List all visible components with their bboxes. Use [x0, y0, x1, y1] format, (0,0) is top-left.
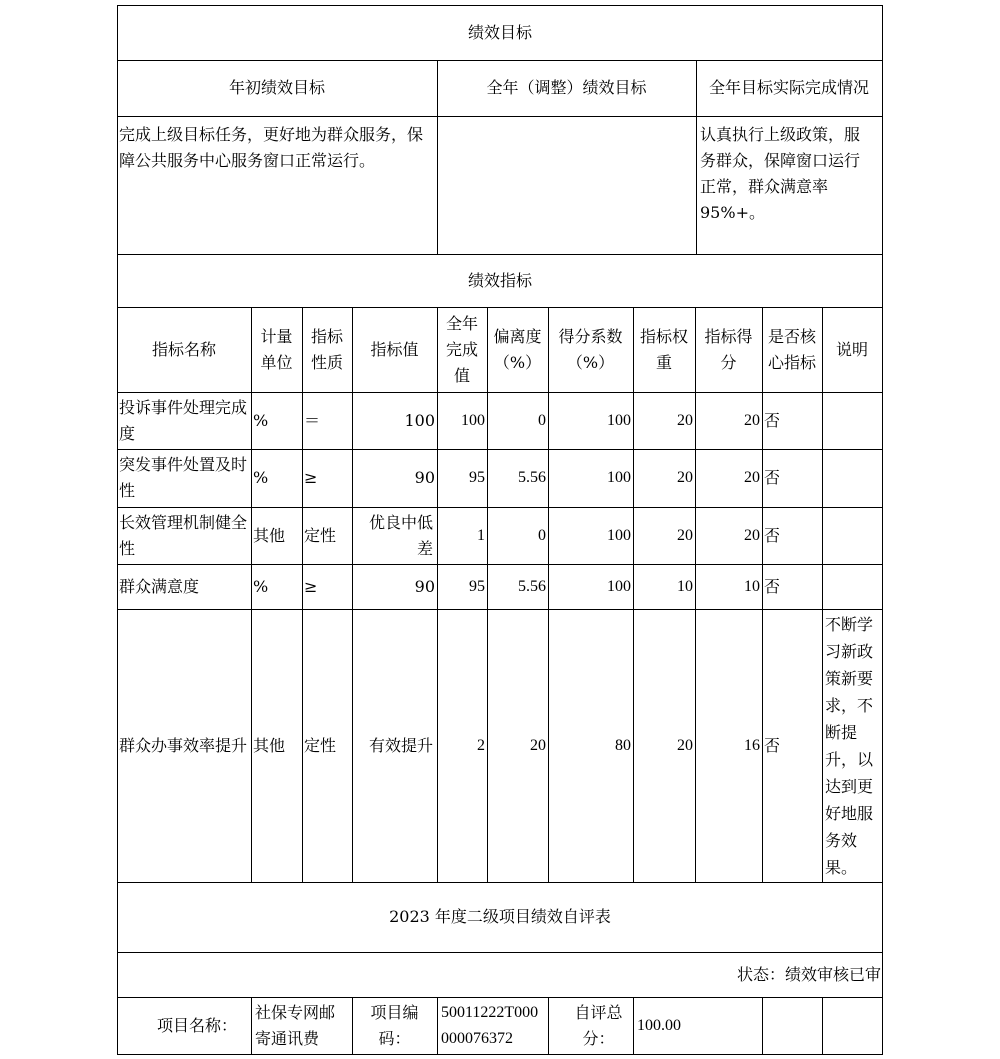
goals-section-title: 绩效目标: [467, 22, 532, 42]
indicator-coefficient: 100: [607, 577, 631, 595]
project-code-value: 50011222T000000076372: [441, 1003, 539, 1047]
indicators-section-title: 绩效指标: [467, 270, 532, 290]
indicator-target: 90: [414, 468, 435, 487]
indicator-core: 否: [764, 468, 781, 487]
indicator-actual: 95: [469, 469, 485, 486]
actual-completion-text: 认真执行上级政策，服务群众，保障窗口运行正常，群众满意率 95%+。: [700, 125, 861, 222]
indicator-coefficient: 100: [607, 469, 631, 486]
indicator-unit: 其他: [253, 735, 286, 755]
indicator-deviation: 5.56: [518, 469, 546, 486]
col-header-target: 指标值: [370, 339, 419, 359]
col-header-core: 是否核心指标: [767, 326, 816, 372]
col-header-unit: 计量单位: [260, 326, 293, 372]
indicator-core: 否: [764, 410, 781, 430]
indicator-core: 否: [764, 576, 781, 596]
indicator-name: 群众办事效率提升: [119, 735, 248, 755]
indicator-actual: 95: [469, 577, 485, 595]
indicator-unit: 其他: [253, 525, 286, 545]
col-header-actual: 全年完成值: [445, 313, 478, 385]
indicator-note: [822, 449, 882, 507]
indicator-deviation: 20: [530, 736, 546, 754]
indicator-deviation: 5.56: [518, 577, 546, 595]
indicator-score: 20: [744, 526, 760, 544]
indicator-nature: 定性: [304, 735, 337, 755]
indicator-actual: 1: [477, 526, 485, 544]
self-score-value: 100.00: [637, 1016, 681, 1034]
actual-completion-header: 全年目标实际完成情况: [708, 78, 869, 97]
indicator-name: 长效管理机制健全性: [119, 512, 248, 558]
indicator-actual: 2: [477, 736, 485, 754]
indicator-target: 90: [414, 576, 435, 596]
performance-evaluation-sheet: [117, 5, 883, 1055]
empty-cell: [762, 997, 822, 1054]
indicator-core: 否: [764, 735, 781, 755]
col-header-weight: 指标权重: [639, 326, 688, 372]
indicator-note: 不断学习新政策新要求，不断提升，以达到更好地服务效果。: [825, 615, 874, 877]
indicator-weight: 20: [677, 736, 693, 754]
indicator-coefficient: 100: [607, 526, 631, 544]
indicator-deviation: 0: [538, 411, 546, 429]
indicator-weight: 20: [677, 411, 693, 429]
indicator-note: [822, 564, 882, 609]
project-name-label: 项目名称：: [156, 1015, 237, 1035]
indicator-score: 16: [744, 736, 760, 754]
col-header-nature: 指标性质: [310, 326, 343, 372]
indicator-deviation: 0: [538, 526, 546, 544]
col-header-name: 指标名称: [151, 339, 216, 359]
initial-goal-header: 年初绩效目标: [228, 78, 325, 97]
indicator-unit: %: [253, 468, 269, 487]
empty-cell: [822, 997, 882, 1054]
status-text: 状态：绩效审核已审: [736, 964, 881, 984]
indicator-weight: 10: [677, 577, 693, 595]
indicator-name: 投诉事件处理完成度: [119, 397, 248, 443]
indicator-note: [822, 507, 882, 564]
indicator-weight: 20: [677, 526, 693, 544]
indicator-coefficient: 100: [607, 411, 631, 429]
initial-goal-text: 完成上级目标任务，更好地为群众服务，保障公共服务中心服务窗口正常运行。: [119, 125, 424, 170]
indicator-nature: ≥: [304, 576, 318, 596]
indicator-score: 20: [744, 469, 760, 486]
col-header-coefficient: 得分系数（%）: [558, 326, 623, 372]
indicator-coefficient: 80: [615, 736, 631, 754]
indicator-name: 突发事件处置及时性: [119, 455, 248, 500]
project-name-value: 社保专网邮寄通讯费: [255, 1002, 336, 1048]
project-code-label: 项目编码：: [370, 1002, 419, 1048]
col-header-note: 说明: [835, 339, 868, 359]
indicator-name: 群众满意度: [119, 576, 200, 596]
indicator-nature: ≥: [304, 468, 318, 487]
indicator-actual: 100: [461, 411, 485, 429]
indicator-core: 否: [764, 525, 781, 545]
indicator-nature: 定性: [304, 525, 337, 545]
indicator-unit: %: [253, 410, 269, 430]
indicator-score: 10: [744, 577, 760, 595]
indicator-note: [822, 392, 882, 449]
adjusted-goal-header: 全年（调整）绩效目标: [486, 78, 647, 97]
border-line: [117, 1054, 883, 1055]
indicator-unit: %: [253, 576, 269, 596]
indicator-target: 有效提升: [368, 735, 433, 755]
adjusted-goal-text: [437, 116, 696, 254]
self-score-label: 自评总分：: [574, 1002, 623, 1048]
indicator-nature: ＝: [304, 410, 321, 430]
indicator-target: 100: [404, 410, 435, 430]
col-header-score: 指标得分: [704, 326, 753, 372]
indicator-weight: 20: [677, 469, 693, 486]
form-title: 2023 年度二级项目绩效自评表: [389, 907, 611, 926]
indicator-score: 20: [744, 411, 760, 429]
col-header-deviation: 偏离度（%）: [493, 326, 542, 372]
indicator-target: 优良中低差: [368, 512, 433, 558]
